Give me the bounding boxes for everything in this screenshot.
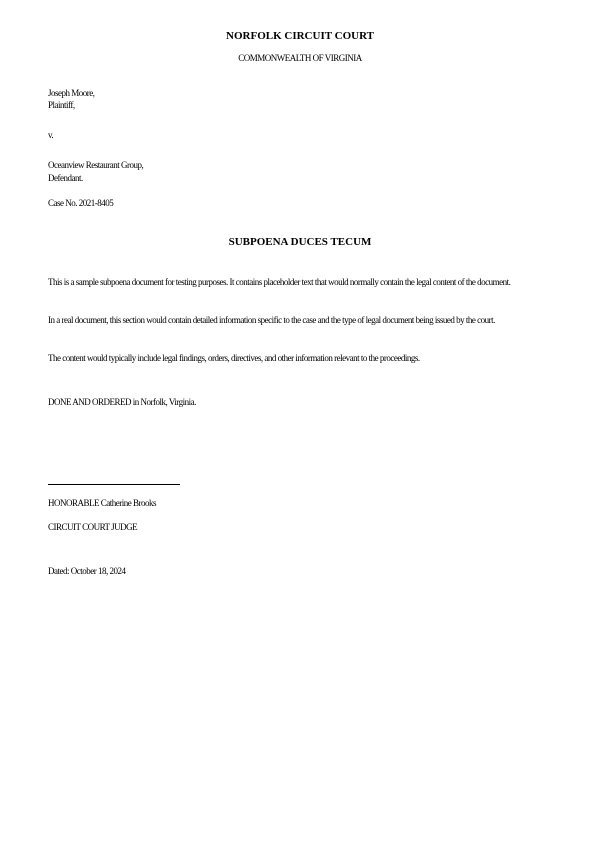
jurisdiction: COMMONWEALTH OF VIRGINIA (238, 53, 362, 63)
versus: v. (48, 130, 54, 140)
body-paragraph: This is a sample subpoena document for testing purposes. It contains placeholder text that would normally contain the legal content of the document. (48, 277, 511, 287)
judge-title: CIRCUIT COURT JUDGE (48, 522, 138, 532)
judge-name: HONORABLE Catherine Brooks (48, 498, 156, 508)
body-paragraph: In a real document, this section would contain detailed information specific to the case and the type of legal document being issued by the court. (48, 315, 495, 325)
signature-line (48, 484, 180, 485)
case-number: Case No. 2021-8405 (48, 198, 114, 208)
plaintiff-role: Plaintiff, (48, 100, 75, 110)
defendant-name: Oceanview Restaurant Group, (48, 160, 144, 170)
body-paragraph: The content would typically include legal findings, orders, directives, and other information relevant to the proceedings. (48, 353, 420, 363)
done-and-ordered: DONE AND ORDERED in Norfolk, Virginia. (48, 397, 196, 407)
court-name: NORFOLK CIRCUIT COURT (226, 30, 374, 42)
document-title: SUBPOENA DUCES TECUM (228, 236, 372, 248)
plaintiff-name: Joseph Moore, (48, 88, 95, 98)
dated: Dated: October 18, 2024 (48, 566, 126, 576)
defendant-role: Defendant. (48, 173, 83, 183)
